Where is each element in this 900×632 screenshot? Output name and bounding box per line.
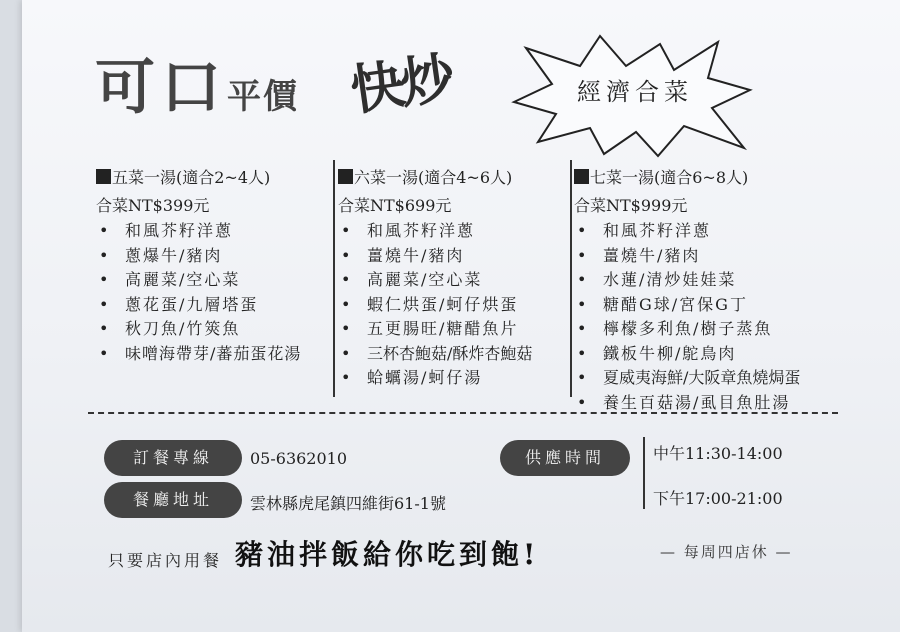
- brush-logo-text: 快炒: [346, 45, 455, 123]
- dish-item: • 和風芥籽洋蔥: [99, 221, 234, 240]
- address-text: 雲林縣虎尾鎮四維街61-1號: [250, 494, 446, 513]
- order-hotline-label: 訂餐專線: [104, 440, 242, 476]
- dish-item: • 秋刀魚/竹筴魚: [99, 319, 241, 338]
- dish-item: • 水蓮/清炒娃娃菜: [577, 270, 737, 289]
- dish-item: • 薑燒牛/豬肉: [577, 245, 701, 265]
- set-price: 合菜NT$999元: [574, 196, 688, 215]
- slogan-prefix: 只要店內用餐: [108, 551, 223, 570]
- set-menu-seven: [574, 165, 800, 415]
- dish-item: • 蔥爆牛/豬肉: [99, 245, 223, 265]
- dish-item: • 和風芥籽洋蔥: [341, 221, 476, 240]
- dish-item: • 味噌海帶芽/蕃茄蛋花湯: [99, 343, 302, 363]
- dish-item: • 蔥花蛋/九層塔蛋: [99, 294, 259, 314]
- dish-item: • 糖醋G球/宮保G丁: [577, 294, 748, 314]
- hours-dinner: 下午17:00-21:00: [653, 489, 783, 508]
- square-bullet-icon: [96, 169, 111, 184]
- name-sub: 平價: [227, 77, 299, 117]
- dish-item: • 蝦仁烘蛋/蚵仔烘蛋: [341, 294, 519, 314]
- dashed-divider: [88, 412, 838, 414]
- set-menu-five: [96, 165, 301, 366]
- column-divider-2: [570, 160, 572, 397]
- set-price: 合菜NT$699元: [338, 196, 452, 215]
- dish-item: • 檸檬多利魚/樹子蒸魚: [577, 319, 773, 338]
- restaurant-name: [95, 40, 299, 126]
- dish-item: • 三杯杏鮑菇/酥炸杏鮑菇: [341, 343, 533, 363]
- dish-item: • 和風芥籽洋蔥: [577, 221, 712, 240]
- dish-item: • 高麗菜/空心菜: [341, 270, 483, 289]
- square-bullet-icon: [574, 169, 589, 184]
- name-main: 可口: [95, 53, 227, 123]
- dish-item: • 鐵板牛柳/鴕鳥肉: [577, 343, 737, 363]
- hours-lunch: 中午11:30-14:00: [653, 444, 783, 463]
- dish-item: • 五更腸旺/糖醋魚片: [341, 319, 519, 338]
- set-menu-six: [338, 165, 532, 391]
- burst-label: 經濟合菜: [577, 78, 693, 106]
- hours-divider: [643, 437, 645, 509]
- square-bullet-icon: [338, 169, 353, 184]
- dish-item: • 高麗菜/空心菜: [99, 270, 241, 289]
- set-price: 合菜NT$399元: [96, 196, 210, 215]
- phone-number: 05-6362010: [250, 449, 348, 468]
- address-label: 餐廳地址: [104, 482, 242, 518]
- set-heading: 七菜一湯(適合6~8人): [590, 168, 749, 187]
- set-heading: 六菜一湯(適合4~6人): [354, 168, 513, 187]
- set-heading: 五菜一湯(適合2~4人): [112, 168, 271, 187]
- dish-item: • 薑燒牛/豬肉: [341, 245, 465, 265]
- column-divider-1: [333, 160, 335, 397]
- dish-item: • 養生百菇湯/虱目魚肚湯: [577, 392, 791, 412]
- slogan-text: 豬油拌飯給你吃到飽!: [235, 538, 540, 571]
- hours-label: 供應時間: [500, 440, 630, 476]
- dish-item: • 夏威夷海鮮/大阪章魚燒焗蛋: [577, 368, 801, 387]
- dish-item: • 蛤蠣湯/蚵仔湯: [341, 368, 483, 387]
- closing-day: — 每周四店休 —: [660, 543, 793, 561]
